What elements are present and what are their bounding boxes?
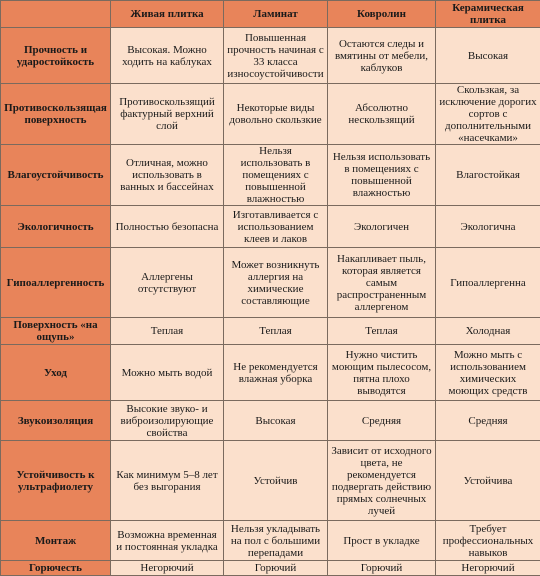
table-row [1, 84, 540, 145]
table-cell: Скользкая, за исключение дорогих сортов с дополнительными «насечками» [436, 84, 540, 145]
table-cell: Теплая [111, 318, 224, 345]
table-row [1, 248, 540, 318]
table-cell: Теплая [224, 318, 328, 345]
table-cell: Как минимум 5–8 лет без выгорания [111, 441, 224, 521]
table-row [1, 521, 540, 561]
table-cell: Изготавливается с использованием клеев и лаков [224, 206, 328, 248]
row-header: Экологичность [1, 206, 111, 248]
table-cell: Высокая [436, 28, 540, 84]
table-cell: Аллергены отсутствуют [111, 248, 224, 318]
table-cell: Некоторые виды довольно скользкие [224, 84, 328, 145]
table-row [1, 441, 540, 521]
header-carpet: Ковролин [328, 1, 436, 28]
table-cell: Негорючий [436, 561, 540, 576]
table-cell: Холодная [436, 318, 540, 345]
table-cell: Накапливает пыль, которая является самым распространенным аллергеном [328, 248, 436, 318]
table-row [1, 318, 540, 345]
table-cell: Влагостойкая [436, 145, 540, 206]
table-cell: Противоскользящий фактурный верхний слой [111, 84, 224, 145]
table-cell: Гипоаллергенна [436, 248, 540, 318]
table-cell: Нужно чистить моющим пылесосом, пятна плохо выводятся [328, 345, 436, 401]
table-cell: Возможна временная и постоянная укладка [111, 521, 224, 561]
table-row [1, 28, 540, 84]
row-header: Прочность и ударостойкость [1, 28, 111, 84]
table-cell: Прост в укладке [328, 521, 436, 561]
table-cell: Может возникнуть аллергия на химические составляющие [224, 248, 328, 318]
table-cell: Требует профессиональных навыков [436, 521, 540, 561]
table-cell: Средняя [436, 401, 540, 441]
table-row [1, 401, 540, 441]
table-row [1, 145, 540, 206]
table-cell: Теплая [328, 318, 436, 345]
header-live-tile: Живая плитка [111, 1, 224, 28]
row-header: Уход [1, 345, 111, 401]
row-header: Поверхность «на ощупь» [1, 318, 111, 345]
table-cell: Можно мыть водой [111, 345, 224, 401]
table-cell: Отличная, можно использовать в ванных и бассейнах [111, 145, 224, 206]
row-header: Противоскользящая поверхность [1, 84, 111, 145]
table-header-row [1, 1, 540, 28]
row-header: Горючесть [1, 561, 111, 576]
row-header: Звукоизоляция [1, 401, 111, 441]
table-cell: Остаются следы и вмятины от мебели, каблуков [328, 28, 436, 84]
row-header: Монтаж [1, 521, 111, 561]
row-header: Гипоаллергенность [1, 248, 111, 318]
row-header: Влагоустойчивость [1, 145, 111, 206]
table-cell: Высокая [224, 401, 328, 441]
table-cell: Устойчив [224, 441, 328, 521]
table-cell: Нельзя использовать в помещениях с повышенной влажностью [328, 145, 436, 206]
table-cell: Экологична [436, 206, 540, 248]
header-ceramic-tile: Керамическая плитка [436, 1, 540, 28]
table-row [1, 345, 540, 401]
table-cell: Абсолютно нескользящий [328, 84, 436, 145]
table-cell: Зависит от исходного цвета, не рекомендуется подвергать действию прямых солнечных лучей [328, 441, 436, 521]
table-cell: Можно мыть с использованием химических моющих средств [436, 345, 540, 401]
table-cell: Горючий [224, 561, 328, 576]
table-cell: Нельзя укладывать на пол с большими перепадами [224, 521, 328, 561]
table-cell: Полностью безопасна [111, 206, 224, 248]
table-cell: Нельзя использовать в помещениях с повышенной влажностью [224, 145, 328, 206]
table-cell: Повышенная прочность начиная с 33 класса износоустойчивости [224, 28, 328, 84]
table-row [1, 206, 540, 248]
table-row [1, 561, 540, 576]
table-cell: Высокая. Можно ходить на каблуках [111, 28, 224, 84]
row-header: Устойчивость к ультрафиолету [1, 441, 111, 521]
table-cell: Не рекомендуется влажная уборка [224, 345, 328, 401]
table-cell: Горючий [328, 561, 436, 576]
table-cell: Устойчива [436, 441, 540, 521]
table-cell: Средняя [328, 401, 436, 441]
table-cell: Высокие звуко- и виброизолирующие свойства [111, 401, 224, 441]
header-laminate: Ламинат [224, 1, 328, 28]
header-corner [1, 1, 111, 28]
table-cell: Экологичен [328, 206, 436, 248]
table-cell: Негорючий [111, 561, 224, 576]
